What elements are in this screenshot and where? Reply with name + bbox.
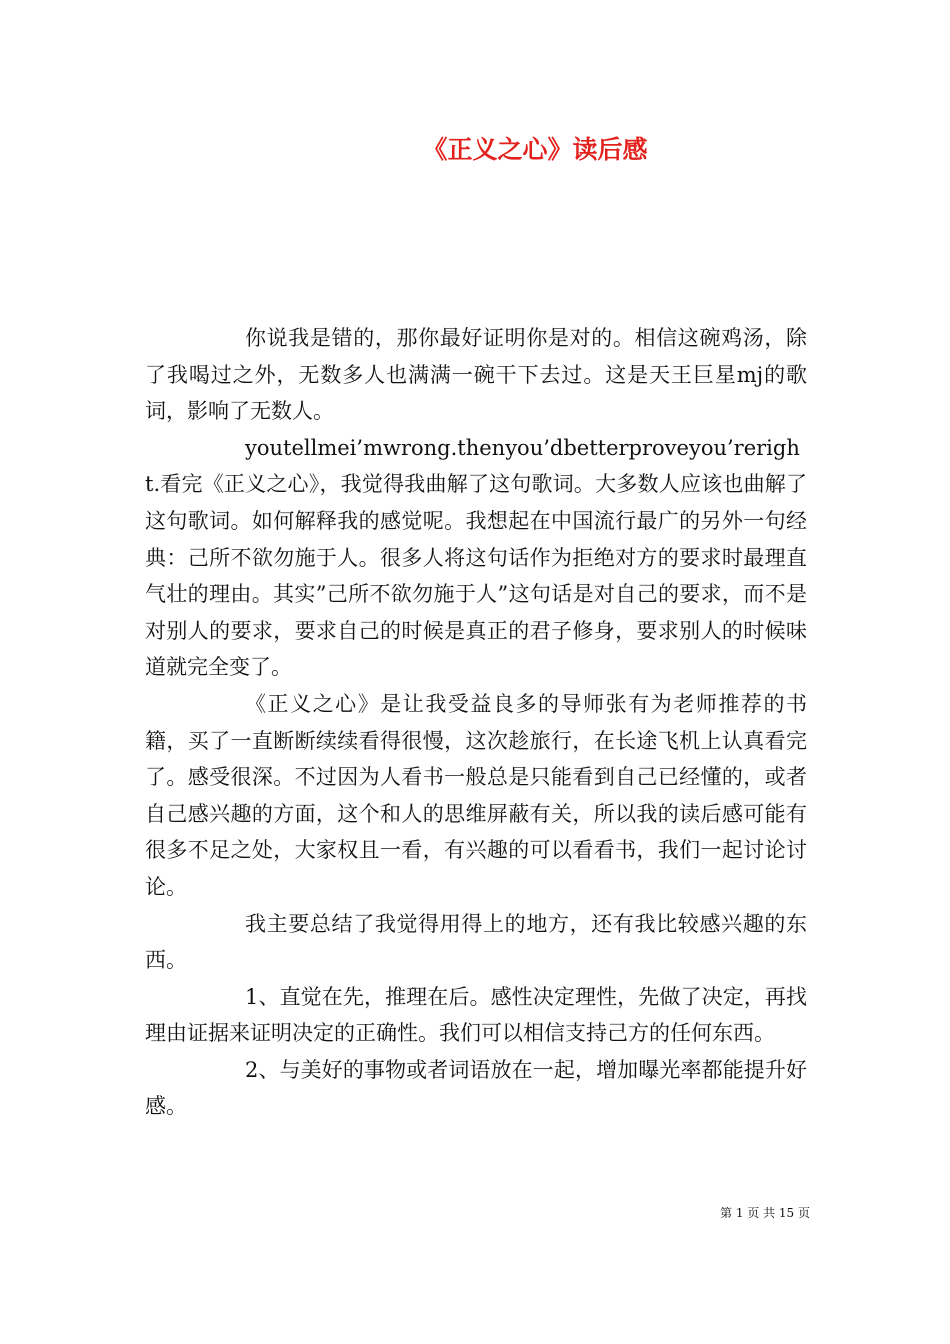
paragraph-4: 我主要总结了我觉得用得上的地方，还有我比较感兴趣的东西。 <box>145 911 807 973</box>
paragraph-6: 2、与美好的事物或者词语放在一起，增加曝光率都能提升好感。 <box>145 1057 807 1119</box>
paragraph-5: 1、直觉在先，推理在后。感性决定理性，先做了决定，再找理由证据来证明决定的正确性。我们可以相信支持己方的任何东西。 <box>145 984 807 1046</box>
document-title: 《正义之心》读后感 <box>422 135 648 164</box>
page-number-footer: 第 1 页 共 15 页 <box>720 1206 810 1220</box>
paragraph-3: 《正义之心》是让我受益良多的导师张有为老师推荐的书籍，买了一直断断续续看得很慢，这次趁旅行，在长途飞机上认真看完了。感受很深。不过因为人看书一般总是只能看到自己已经懂的，或者自己感兴趣的方面，这个和人的思维屏蔽有关，所以我的读后感可能有很多不足之处，大家权且一看，有兴趣的可以看看书，我们一起讨论讨论。 <box>145 691 807 899</box>
paragraph-1: 你说我是错的，那你最好证明你是对的。相信这碗鸡汤，除了我喝过之外，无数多人也满满一碗干下去过。这是天王巨星mj的歌词，影响了无数人。 <box>145 326 807 424</box>
paragraph-2: youtellmei’mwrong.thenyou’dbetterproveyou’reright.看完《正义之心》，我觉得我曲解了这句歌词。大多数人应该也曲解了这句歌词。如何解释我的感觉呢。我想起在中国流行最广的另外一句经典：己所不欲勿施于人。很多人将这句话作为拒绝对方的要求时最理直气壮的理由。其实”己所不欲勿施于人”这句话是对自己的要求，而不是对别人的要求，要求自己的时候是真正的君子修身，要求别人的时候味道就完全变了。 <box>145 435 807 680</box>
document-body <box>145 320 807 1125</box>
